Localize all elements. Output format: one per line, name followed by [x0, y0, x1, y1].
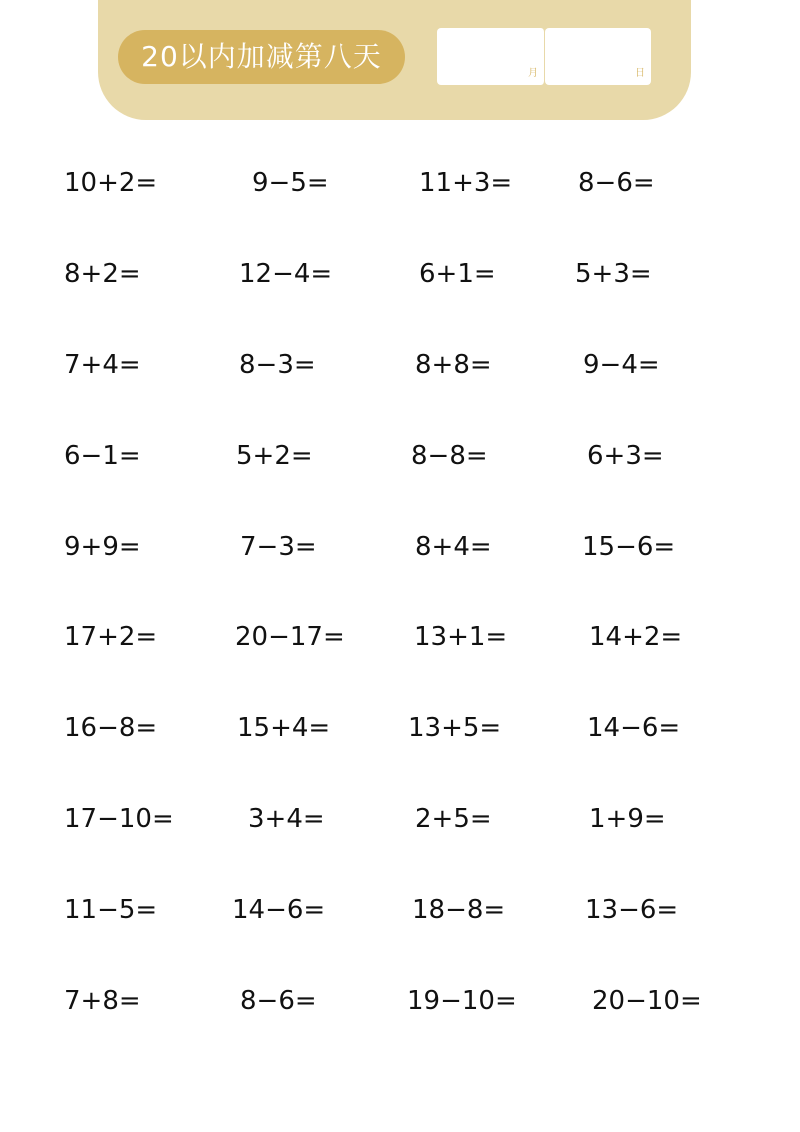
month-field[interactable]	[437, 28, 545, 85]
problem-r8-c3: 2+5=	[415, 804, 492, 834]
problem-r9-c3: 18−8=	[412, 895, 506, 925]
problem-r9-c1: 11−5=	[64, 895, 158, 925]
problem-r3-c4: 9−4=	[583, 350, 660, 380]
problem-r5-c1: 9+9=	[64, 532, 141, 562]
problem-r1-c2: 9−5=	[252, 168, 329, 198]
problem-r3-c1: 7+4=	[64, 350, 141, 380]
problem-r7-c4: 14−6=	[587, 713, 681, 743]
problem-r3-c2: 8−3=	[239, 350, 316, 380]
problem-r9-c4: 13−6=	[585, 895, 679, 925]
problem-r1-c4: 8−6=	[578, 168, 655, 198]
problem-r2-c4: 5+3=	[575, 259, 652, 289]
problem-r8-c2: 3+4=	[248, 804, 325, 834]
problem-r9-c2: 14−6=	[232, 895, 326, 925]
problem-r4-c2: 5+2=	[236, 441, 313, 471]
problem-r6-c3: 13+1=	[414, 622, 508, 652]
month-label: 月	[528, 68, 538, 79]
problem-r7-c3: 13+5=	[408, 713, 502, 743]
problem-r7-c2: 15+4=	[237, 713, 331, 743]
problem-r8-c4: 1+9=	[589, 804, 666, 834]
problem-r1-c1: 10+2=	[64, 168, 158, 198]
problem-r2-c2: 12−4=	[239, 259, 333, 289]
problem-r1-c3: 11+3=	[419, 168, 513, 198]
problem-r6-c2: 20−17=	[235, 622, 345, 652]
problem-r3-c3: 8+8=	[415, 350, 492, 380]
problem-r4-c3: 8−8=	[411, 441, 488, 471]
problem-r2-c3: 6+1=	[419, 259, 496, 289]
problem-r5-c4: 15−6=	[582, 532, 676, 562]
problem-r5-c2: 7−3=	[240, 532, 317, 562]
problem-r10-c2: 8−6=	[240, 986, 317, 1016]
problem-r10-c4: 20−10=	[592, 986, 702, 1016]
problem-r6-c4: 14+2=	[589, 622, 683, 652]
problem-r6-c1: 17+2=	[64, 622, 158, 652]
problem-r10-c1: 7+8=	[64, 986, 141, 1016]
problem-r8-c1: 17−10=	[64, 804, 174, 834]
day-field[interactable]	[545, 28, 651, 85]
problem-r5-c3: 8+4=	[415, 532, 492, 562]
problem-r4-c1: 6−1=	[64, 441, 141, 471]
problem-r10-c3: 19−10=	[407, 986, 517, 1016]
worksheet-title: 20以内加减第八天	[118, 30, 405, 84]
problem-r2-c1: 8+2=	[64, 259, 141, 289]
problem-r4-c4: 6+3=	[587, 441, 664, 471]
problem-r7-c1: 16−8=	[64, 713, 158, 743]
day-label: 日	[635, 68, 645, 79]
